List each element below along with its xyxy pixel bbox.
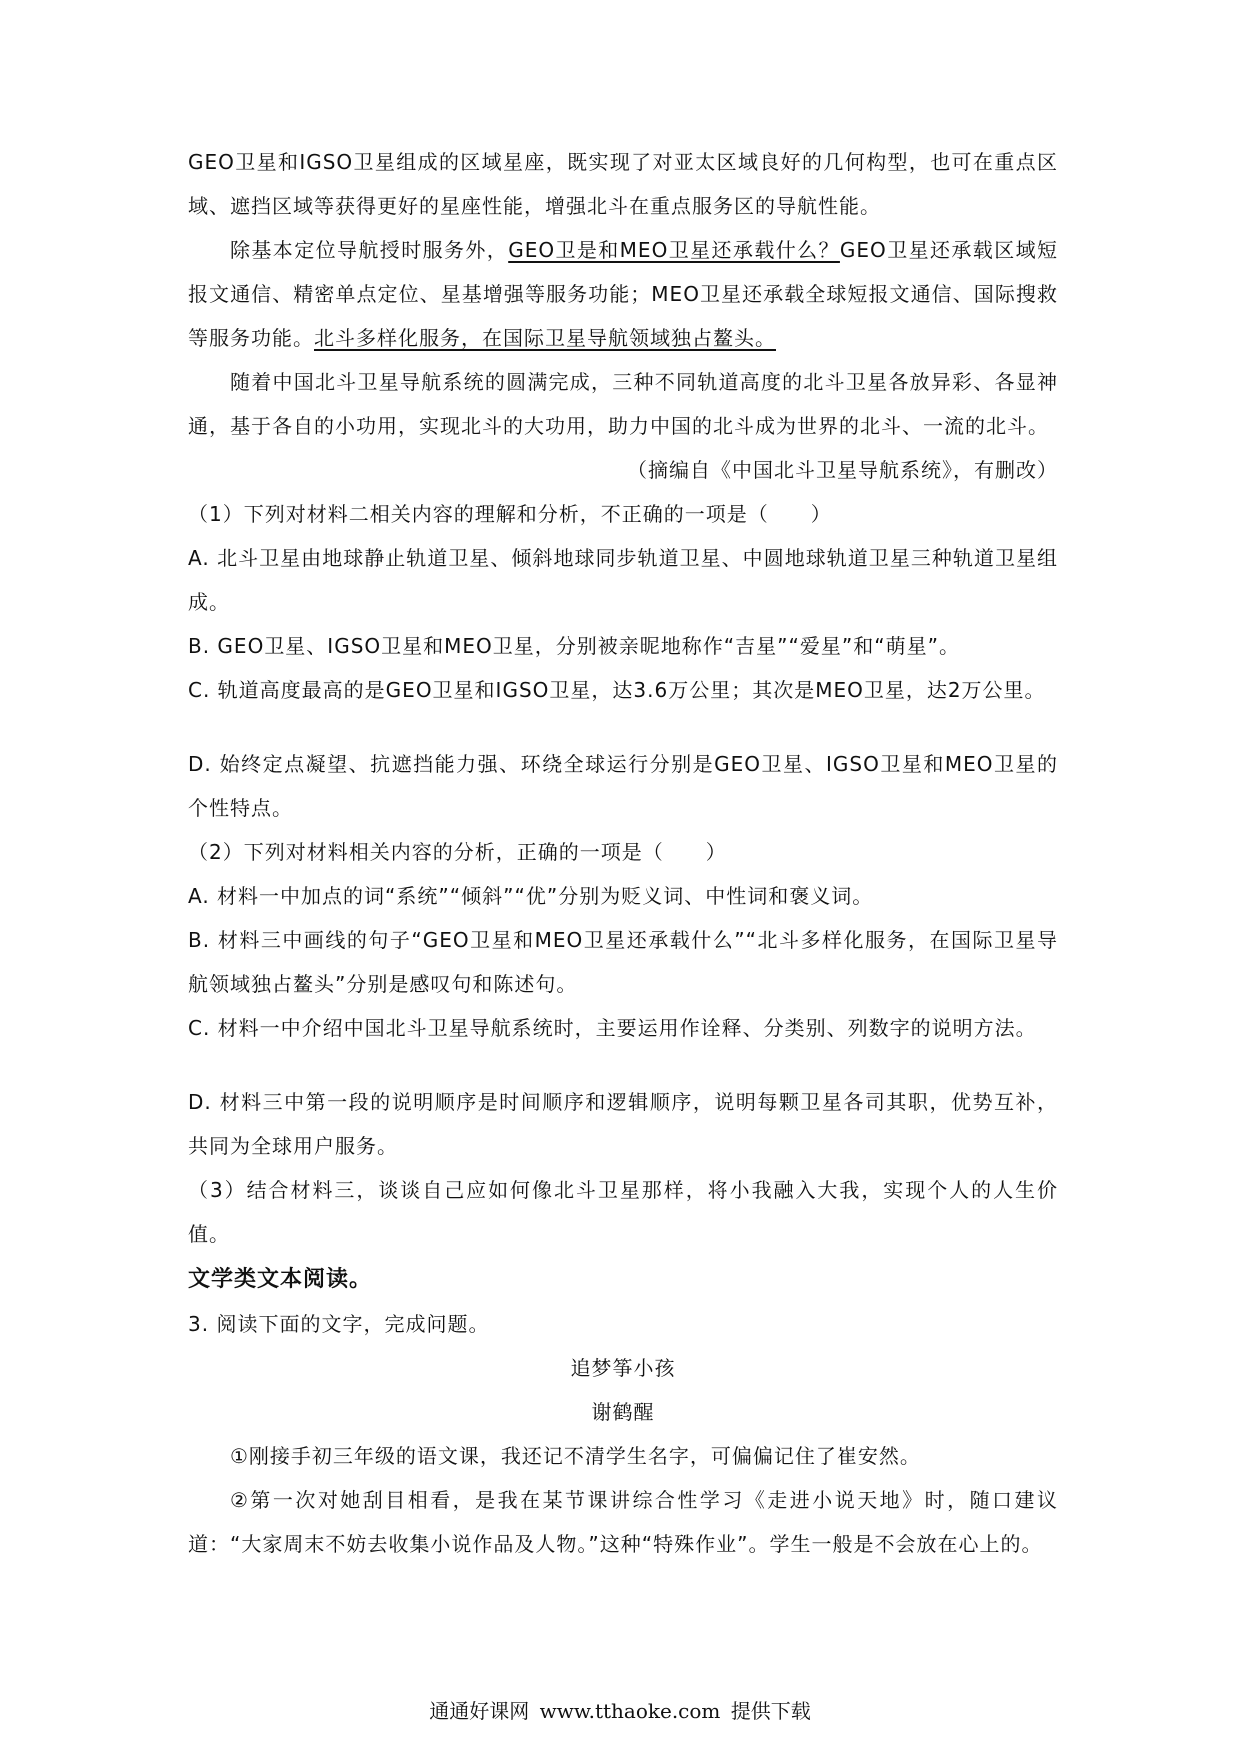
spacer — [188, 1050, 1058, 1080]
question-1-option-a: A. 北斗卫星由地球静止轨道卫星、倾斜地球同步轨道卫星、中圆地球轨道卫星三种轨道卫星组成。 — [188, 546, 1058, 614]
question-3-stem: （3）结合材料三，谈谈自己应如何像北斗卫星那样，将小我融入大我，实现个人的人生价值。 — [188, 1178, 1058, 1246]
question-2-option-c: C. 材料一中介绍中国北斗卫星导航系统时，主要运用作诠释、分类别、列数字的说明方法。 — [188, 1016, 1037, 1040]
footer-url[interactable]: www.tthaoke.com — [539, 1699, 721, 1723]
question-2-option-d: D. 材料三中第一段的说明顺序是时间顺序和逻辑顺序，说明每颗卫星各司其职，优势互补，共同为全球用户服务。 — [188, 1090, 1058, 1158]
spacer — [188, 712, 1058, 742]
story-paragraph-2: ②第一次对她刮目相看，是我在某节课讲综合性学习《走进小说天地》时，随口建议道：“大家周末不妨去收集小说作品及人物。”这种“特殊作业”。学生一般是不会放在心上的。 — [188, 1488, 1058, 1556]
question-2-stem: （2）下列对材料相关内容的分析，正确的一项是（ ） — [188, 840, 727, 864]
document-body — [188, 140, 1058, 1566]
story-author: 谢鹤醒 — [591, 1400, 655, 1424]
question-1-option-d: D. 始终定点凝望、抗遮挡能力强、环绕全球运行分别是GEO卫星、IGSO卫星和MEO卫星的个性特点。 — [188, 752, 1058, 820]
story-paragraph-1: ①刚接手初三年级的语文课，我还记不清学生名字，可偏偏记住了崔安然。 — [230, 1444, 921, 1468]
material3-paragraph-2 — [188, 228, 1058, 360]
footer-suffix: 提供下载 — [730, 1699, 811, 1723]
question-1-option-b: B. GEO卫星、IGSO卫星和MEO卫星，分别被亲昵地称作“吉星”“爱星”和“萌星”。 — [188, 634, 960, 658]
page-footer — [0, 1695, 1240, 1724]
paragraph-text: 除基本定位导航授时服务外， — [230, 238, 509, 262]
task-3-intro: 3. 阅读下面的文字，完成问题。 — [188, 1312, 490, 1336]
section-heading: 文学类文本阅读。 — [188, 1267, 373, 1292]
material3-paragraph-3: 随着中国北斗卫星导航系统的圆满完成，三种不同轨道高度的北斗卫星各放异彩、各显神通，基于各自的小功用，实现北斗的大功用，助力中国的北斗成为世界的北斗、一流的北斗。 — [188, 370, 1058, 438]
underlined-sentence-2: 北斗多样化服务，在国际卫星导航领域独占鳌头。 — [314, 326, 776, 350]
question-2-option-a: A. 材料一中加点的词“系统”“倾斜”“优”分别为贬义词、中性词和褒义词。 — [188, 884, 874, 908]
question-2-option-b: B. 材料三中画线的句子“GEO卫星和MEO卫星还承载什么”“北斗多样化服务，在国际卫星导航领域独占鳌头”分别是感叹句和陈述句。 — [188, 928, 1058, 996]
footer-site-name: 通通好课网 — [429, 1699, 530, 1723]
underlined-sentence-1: GEO卫是和MEO卫星还承载什么？ — [508, 238, 840, 262]
story-title: 追梦筝小孩 — [570, 1356, 676, 1380]
question-1-option-c: C. 轨道高度最高的是GEO卫星和IGSO卫星，达3.6万公里；其次是MEO卫星，达2万公里。 — [188, 678, 1046, 702]
material3-paragraph-1: GEO卫星和IGSO卫星组成的区域星座，既实现了对亚太区域良好的几何构型，也可在重点区域、遮挡区域等获得更好的星座性能，增强北斗在重点服务区的导航性能。 — [188, 150, 1058, 218]
question-1-stem: （1）下列对材料二相关内容的理解和分析，不正确的一项是（ ） — [188, 502, 832, 526]
paragraph-text: GEO卫星还承载区域短报文通信、精密单点定位、星基增强等服务功能；MEO卫星还承载全球短报文通信、国际搜救等服务功能。 — [188, 238, 1058, 350]
source-citation: （摘编自《中国北斗卫星导航系统》，有删改） — [627, 458, 1058, 482]
